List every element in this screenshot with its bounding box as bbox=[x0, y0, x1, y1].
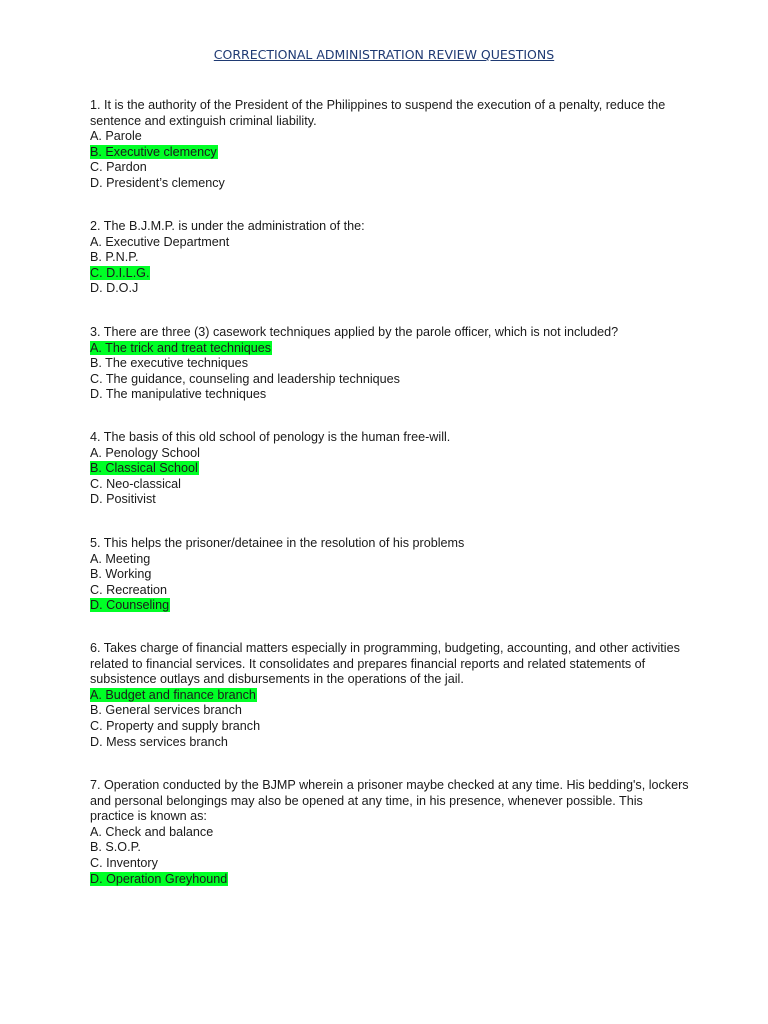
option-b: B. The executive techniques bbox=[90, 356, 248, 371]
option-a-answer: A. The trick and treat techniques bbox=[90, 340, 272, 355]
question-block-3 bbox=[90, 325, 690, 403]
option-d-answer: D. Counseling bbox=[90, 598, 170, 613]
option-b-answer: B. Executive clemency bbox=[90, 144, 217, 159]
option-b-answer: B. Classical School bbox=[90, 461, 198, 476]
option-c: C. Property and supply branch bbox=[90, 718, 261, 733]
document-title: CORRECTIONAL ADMINISTRATION REVIEW QUESTIONS bbox=[213, 47, 555, 62]
option-c: C. Inventory bbox=[90, 855, 158, 870]
option-c: C. Neo-classical bbox=[90, 476, 181, 491]
option-a: A. Parole bbox=[90, 129, 142, 144]
question-block-2 bbox=[90, 219, 690, 297]
question-block-5 bbox=[90, 536, 690, 614]
option-a: A. Check and balance bbox=[90, 824, 214, 839]
option-d-answer: D. Operation Greyhound bbox=[90, 871, 228, 886]
question-text: 2. The B.J.M.P. is under the administration of the: bbox=[90, 219, 365, 233]
option-d: D. Positivist bbox=[90, 492, 156, 507]
option-a: A. Executive Department bbox=[90, 234, 230, 249]
question-text: 1. It is the authority of the President of the Philippines to suspend the execution of a penalty, reduce the sentence and extinguish criminal liability. bbox=[90, 98, 666, 128]
option-a: A. Meeting bbox=[90, 551, 151, 566]
question-text: 3. There are three (3) casework techniques applied by the parole officer, which is not included? bbox=[90, 325, 619, 339]
option-a-answer: A. Budget and finance branch bbox=[90, 687, 256, 702]
question-text: 4. The basis of this old school of penology is the human free-will. bbox=[90, 430, 451, 444]
option-b: B. Working bbox=[90, 567, 152, 582]
question-text: 7. Operation conducted by the BJMP wherein a prisoner maybe checked at any time. His bedding's, lockers and personal belongings may also be opened at any time, in his presence, whenever possible. This practice is known as: bbox=[90, 778, 689, 824]
option-b: B. General services branch bbox=[90, 703, 242, 718]
question-block-6 bbox=[90, 641, 690, 750]
option-c: C. Pardon bbox=[90, 160, 147, 175]
question-text: 6. Takes charge of financial matters especially in programming, budgeting, accounting, and other activities related to financial services. It consolidates and prepares financial reports and related statements of subsistence outlays and disbursements in the operations of the jail. bbox=[90, 641, 680, 687]
option-b: B. P.N.P. bbox=[90, 250, 139, 265]
option-a: A. Penology School bbox=[90, 445, 200, 460]
option-b: B. S.O.P. bbox=[90, 840, 141, 855]
option-d: D. President’s clemency bbox=[90, 175, 225, 190]
option-d: D. Mess services branch bbox=[90, 734, 228, 749]
option-d: D. The manipulative techniques bbox=[90, 387, 267, 402]
option-c: C. Recreation bbox=[90, 582, 167, 597]
question-text: 5. This helps the prisoner/detainee in the resolution of his problems bbox=[90, 536, 465, 550]
option-d: D. D.O.J bbox=[90, 281, 139, 296]
question-block-1 bbox=[90, 98, 690, 192]
question-block-7 bbox=[90, 778, 690, 887]
option-c-answer: C. D.I.L.G. bbox=[90, 265, 150, 280]
option-c: C. The guidance, counseling and leadership techniques bbox=[90, 371, 400, 386]
question-block-4 bbox=[90, 430, 690, 508]
